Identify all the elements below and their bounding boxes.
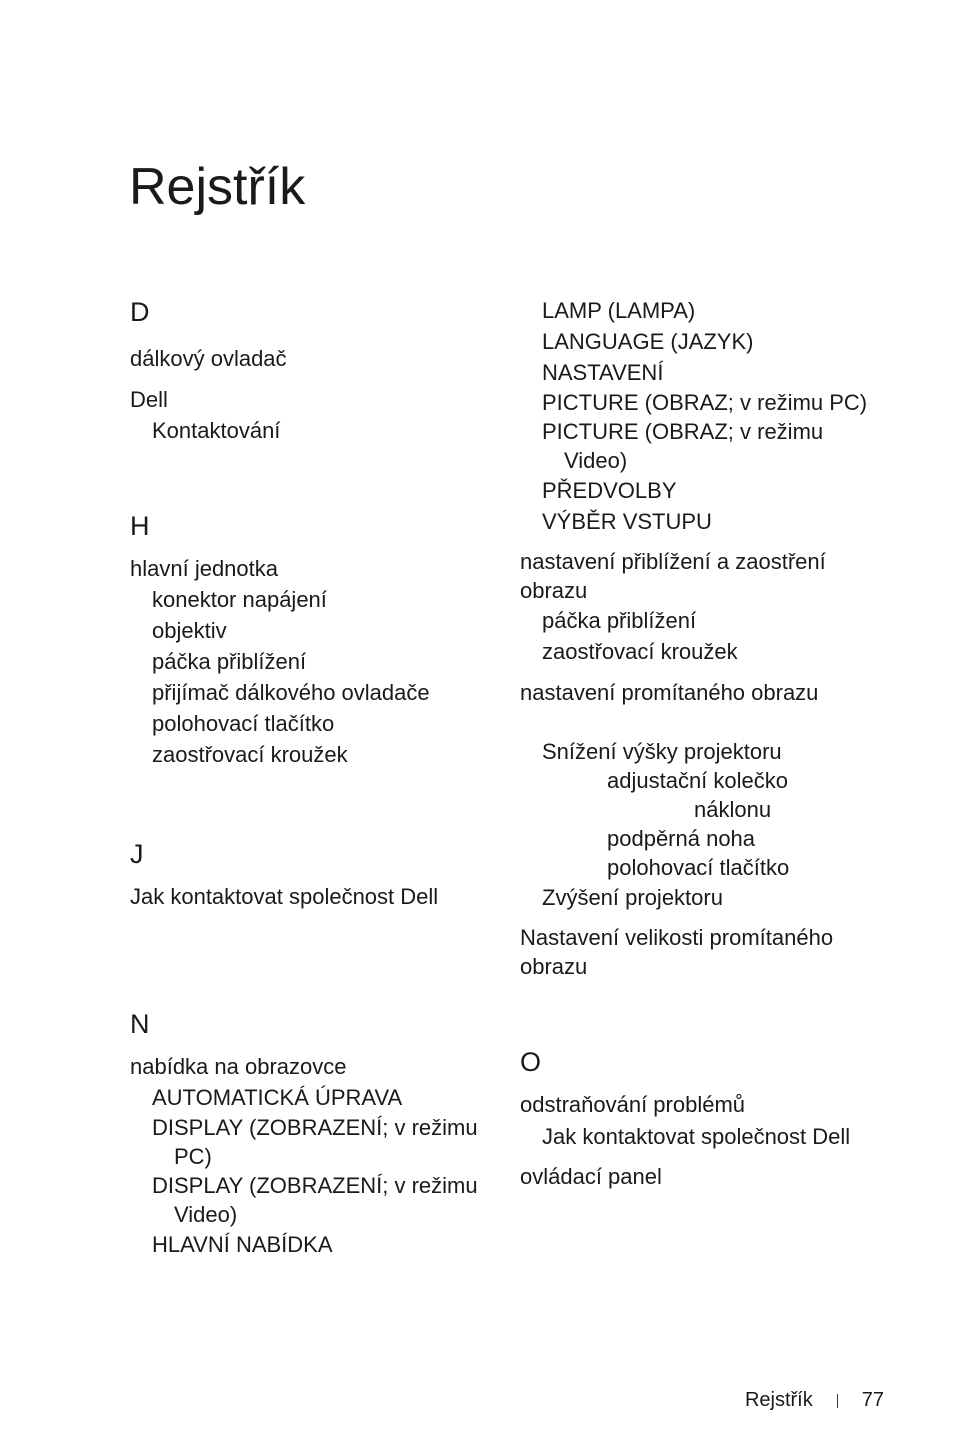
index-subentry: konektor napájení bbox=[152, 587, 327, 612]
index-subentry: AUTOMATICKÁ ÚPRAVA bbox=[152, 1085, 403, 1110]
index-subsubentry: adjustační kolečko náklonu bbox=[607, 768, 788, 822]
index-subentry: PŘEDVOLBY bbox=[542, 478, 677, 503]
page-number: 77 bbox=[861, 1389, 884, 1411]
index-subsubentry: podpěrná noha bbox=[607, 826, 756, 851]
index-letter-n: N bbox=[130, 1009, 150, 1039]
index-subentry: DISPLAY (ZOBRAZENÍ; v režimu Video) bbox=[152, 1173, 478, 1227]
index-subentry: PICTURE (OBRAZ; v režimu Video) bbox=[542, 419, 824, 473]
index-subentry: zaostřovací kroužek bbox=[152, 742, 348, 767]
index-subentry: Snížení výšky projektoru bbox=[542, 739, 782, 764]
index-letter-d: D bbox=[130, 297, 150, 327]
index-entry: dálkový ovladač bbox=[130, 346, 287, 371]
index-subentry: LAMP (LAMPA) bbox=[542, 298, 696, 323]
index-subentry: HLAVNÍ NABÍDKA bbox=[152, 1232, 333, 1257]
index-entry: nastavení promítaného obrazu bbox=[520, 680, 819, 705]
index-subentry: objektiv bbox=[152, 618, 227, 643]
index-subentry: přijímač dálkového ovladače bbox=[152, 680, 430, 705]
index-column-right bbox=[520, 295, 880, 1192]
index-entry: ovládací panel bbox=[520, 1164, 662, 1189]
index-subentry: Kontaktování bbox=[152, 418, 281, 443]
index-letter-h: H bbox=[130, 511, 150, 541]
index-entry: nabídka na obrazovce bbox=[130, 1054, 347, 1079]
index-subentry: Zvýšení projektoru bbox=[542, 885, 723, 910]
page-footer bbox=[745, 1386, 884, 1414]
index-subentry: páčka přiblížení bbox=[542, 608, 697, 633]
index-subentry: NASTAVENÍ bbox=[542, 360, 664, 385]
index-subentry: DISPLAY (ZOBRAZENÍ; v režimu PC) bbox=[152, 1115, 478, 1169]
index-entry: nastavení přiblížení a zaostření obrazu bbox=[520, 549, 826, 603]
index-subentry: zaostřovací kroužek bbox=[542, 639, 738, 664]
index-subentry: LANGUAGE (JAZYK) bbox=[542, 329, 754, 354]
index-entry: hlavní jednotka bbox=[130, 556, 278, 581]
index-letter-o: O bbox=[520, 1047, 542, 1077]
page-title: Rejstřík bbox=[129, 158, 306, 216]
index-subentry: páčka přiblížení bbox=[152, 649, 307, 674]
footer-section-label: Rejstřík bbox=[744, 1389, 813, 1411]
index-column-left bbox=[130, 295, 480, 1260]
index-letter-j: J bbox=[130, 839, 144, 869]
index-subentry: polohovací tlačítko bbox=[152, 711, 335, 736]
index-subentry: Jak kontaktovat společnost Dell bbox=[542, 1124, 851, 1149]
index-entry: odstraňování problémů bbox=[520, 1092, 746, 1117]
index-entry: Jak kontaktovat společnost Dell bbox=[130, 884, 439, 909]
index-entry: Nastavení velikosti promítaného obrazu bbox=[520, 925, 834, 979]
index-entry: Dell bbox=[130, 387, 168, 412]
index-subsubentry: polohovací tlačítko bbox=[607, 855, 790, 880]
index-subentry: VÝBĚR VSTUPU bbox=[542, 509, 712, 534]
footer-divider bbox=[837, 1394, 838, 1408]
index-subentry: PICTURE (OBRAZ; v režimu PC) bbox=[542, 390, 868, 415]
